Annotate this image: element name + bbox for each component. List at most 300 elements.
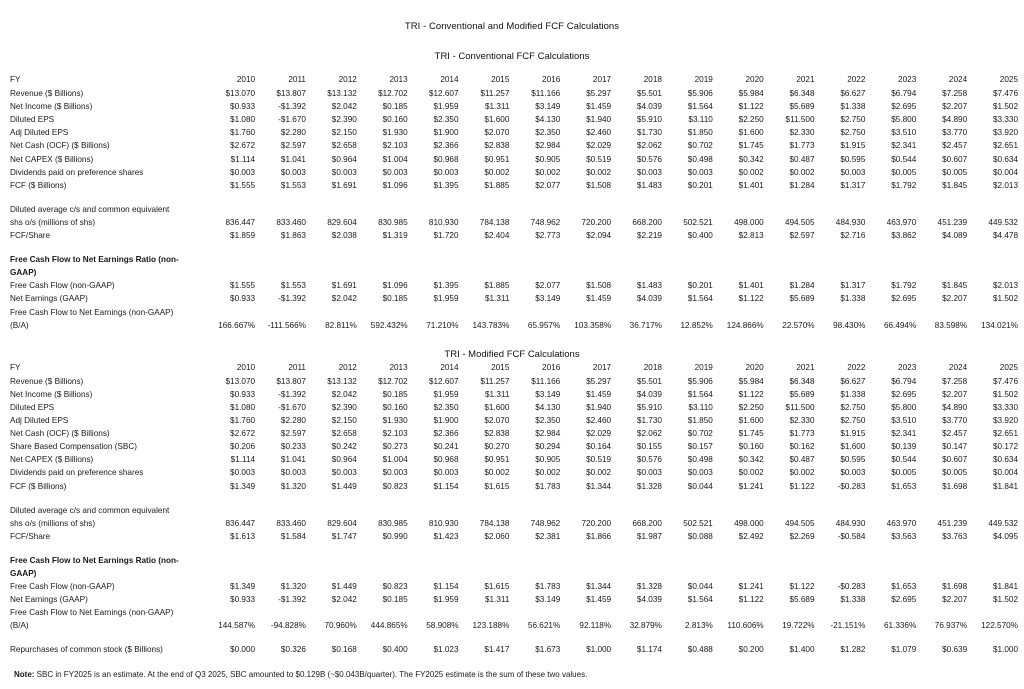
cell-2019: $0.044 [687, 582, 713, 592]
cell-2019: 2.813% [685, 621, 713, 631]
cell-2021: $1.284 [789, 281, 815, 291]
cell-2015: $2.838 [484, 141, 510, 151]
cell-2014: $1.423 [433, 531, 459, 541]
cell-2011: $1.863 [280, 231, 306, 241]
cell-2017: $2.460 [586, 128, 612, 138]
cell-2016: 56.621% [527, 621, 561, 631]
cell-2016: $3.149 [535, 102, 561, 112]
repurchase-block [10, 632, 1018, 656]
cell-2021: $11.500 [785, 115, 815, 125]
table-row-adj-diluted-eps [10, 126, 1018, 139]
table-row-net-earnings-gaap [10, 292, 1018, 305]
cell-2021: $2.597 [789, 231, 815, 241]
cell-2020: $1.241 [738, 481, 764, 491]
cell-2017: $0.164 [586, 442, 612, 452]
year-header-2023: 2023 [898, 362, 917, 372]
year-header-2016: 2016 [542, 75, 561, 84]
cell-2020: $0.160 [738, 442, 764, 452]
cell-2022: $1.600 [840, 442, 866, 452]
cell-2014: $0.968 [433, 154, 459, 164]
cell-2012: $2.390 [331, 115, 357, 125]
cell-2023: $0.005 [891, 167, 917, 177]
ba-label-line1: Free Cash Flow to Net Earnings (non-GAAP) [10, 608, 174, 618]
cell-2021: $5.689 [789, 294, 815, 304]
cell-2018: $0.003 [636, 468, 662, 478]
row-label: Revenue ($ Billions) [10, 376, 84, 386]
cell-2024: $7.258 [942, 89, 968, 99]
conventional-ratio-rows [10, 279, 1018, 331]
cell-2010: $1.760 [230, 128, 256, 138]
cell-2021: $0.002 [789, 167, 815, 177]
cell-2018: 668.200 [632, 518, 662, 528]
cell-2021: $1.122 [789, 582, 815, 592]
cell-2016: 65.957% [527, 320, 561, 330]
shares-label-line2: shs o/s (millions of shs) [10, 518, 96, 528]
cell-2016: 748.962 [530, 217, 561, 227]
cell-2019: 502.521 [683, 217, 713, 227]
year-header-2022: 2022 [847, 362, 866, 372]
cell-2025: $2.013 [992, 180, 1018, 190]
cell-2014: 71.210% [426, 320, 459, 330]
empty-cells [204, 606, 1018, 619]
cell-2020: $1.401 [738, 180, 764, 190]
cell-2025: $1.502 [992, 102, 1018, 112]
cell-2022: $1.317 [840, 180, 866, 190]
cell-2025: $0.634 [992, 154, 1018, 164]
cell-2012: $13.132 [327, 89, 357, 99]
ratio-section-header-line1 [10, 554, 1018, 567]
cell-2015: $0.002 [484, 167, 510, 177]
year-header-2014: 2014 [440, 75, 459, 84]
table-row-net-cash-ocf-billions [10, 139, 1018, 152]
year-header-2017: 2017 [592, 75, 612, 84]
table-row-dividends-paid-on-preference-shares [10, 166, 1018, 179]
cell-2022: $1.338 [840, 294, 866, 304]
cell-2017: $1.508 [586, 180, 612, 190]
cell-2014: $2.350 [433, 115, 459, 125]
cell-2021: $5.689 [789, 595, 815, 605]
cell-2018: $5.501 [636, 89, 662, 99]
cell-2011: -$1.670 [278, 115, 306, 125]
page-title: TRI - Conventional and Modified FCF Calculations [404, 21, 620, 32]
row-label: Net CAPEX ($ Billions) [10, 455, 94, 465]
cell-2015: 784.138 [479, 518, 510, 528]
cell-2019: $0.044 [687, 481, 713, 491]
cell-2012: $2.038 [331, 231, 357, 241]
conventional-table-block [0, 73, 1024, 332]
cell-2017: $2.460 [586, 416, 612, 426]
cell-2025: $0.634 [992, 455, 1018, 465]
cell-2015: $1.311 [484, 389, 510, 399]
cell-2015: $2.404 [484, 231, 510, 241]
cell-2019: $5.906 [687, 89, 713, 99]
cell-2010: $1.080 [230, 115, 256, 125]
cell-2025: $3.920 [992, 128, 1018, 138]
cell-2020: $1.600 [738, 416, 764, 426]
cell-2016: 748.962 [530, 518, 561, 528]
cell-2014: $2.366 [433, 141, 459, 151]
fy-header: FY [10, 362, 21, 372]
cell-2010: $0.933 [230, 595, 256, 605]
cell-2024: $0.005 [942, 167, 968, 177]
cell-2010: 166.667% [218, 320, 256, 330]
cell-2016: $3.149 [535, 389, 561, 399]
row-label: Net Income ($ Billions) [10, 102, 93, 112]
year-header-2025: 2025 [999, 75, 1018, 84]
cell-2011: $0.233 [280, 442, 306, 452]
cell-2015: $1.311 [484, 595, 510, 605]
cell-2023: $2.695 [891, 294, 917, 304]
cell-2012: $2.658 [331, 429, 357, 439]
cell-2015: $1.885 [484, 180, 510, 190]
cell-2017: 720.200 [581, 217, 612, 227]
cell-2010: $2.672 [230, 429, 256, 439]
cell-2019: $1.564 [687, 389, 713, 399]
table-row-net-earnings-gaap [10, 593, 1018, 606]
table-row-net-income-billions [10, 388, 1018, 401]
cell-2017: $1.508 [586, 281, 612, 291]
cell-2020: 124.866% [726, 320, 764, 330]
cell-2022: -21.151% [830, 621, 866, 631]
row-label: Revenue ($ Billions) [10, 89, 84, 99]
cell-2012: $13.132 [327, 376, 357, 386]
cell-2013: $0.823 [382, 481, 408, 491]
cell-2012: $2.042 [331, 595, 357, 605]
cell-2023: $5.800 [891, 402, 917, 412]
cell-2018: $1.730 [636, 416, 662, 426]
cell-2022: $2.750 [840, 115, 866, 125]
cell-2022: -$0.283 [837, 481, 866, 491]
row-label: Net Cash (OCF) ($ Billions) [10, 141, 110, 151]
cell-2013: 592.432% [370, 320, 408, 330]
table-row-net-capex-billions [10, 453, 1018, 466]
cell-2013: $1.319 [382, 231, 408, 241]
modified-table-block [0, 361, 1024, 657]
cell-2013: $0.185 [382, 389, 408, 399]
year-header-2018: 2018 [643, 362, 662, 372]
cell-2016: $0.002 [535, 468, 561, 478]
cell-2010: $1.080 [230, 402, 256, 412]
cell-2019: $0.088 [687, 531, 713, 541]
cell-2016: $4.130 [535, 115, 561, 125]
cell-2022: -$0.584 [837, 531, 866, 541]
cell-2023: $3.862 [891, 231, 917, 241]
cell-2012: $0.003 [331, 468, 357, 478]
cell-2012: $1.747 [331, 531, 357, 541]
cell-2023: $0.005 [891, 468, 917, 478]
cell-2019: $0.498 [687, 154, 713, 164]
fy-header: FY [10, 75, 21, 84]
cell-2016: $2.350 [535, 416, 561, 426]
table-row-adj-diluted-eps [10, 414, 1018, 427]
row-label: Free Cash Flow (non-GAAP) [10, 281, 115, 291]
year-header-2023: 2023 [898, 75, 917, 84]
table-row-dividends-paid-on-preference-shares [10, 466, 1018, 479]
cell-2015: $0.270 [484, 442, 510, 452]
cell-2019: $0.400 [687, 231, 713, 241]
cell-2025: 449.532 [988, 217, 1018, 227]
table-row-revenue-billions [10, 375, 1018, 388]
cell-2018: $1.730 [636, 128, 662, 138]
cell-2015: $1.600 [484, 402, 510, 412]
cell-2016: $3.149 [535, 294, 561, 304]
shares-label-line2: shs o/s (millions of shs) [10, 217, 96, 227]
cell-2020: $1.600 [738, 128, 764, 138]
cell-2010: $1.613 [230, 531, 256, 541]
row-spacer [10, 543, 1018, 554]
table-row-net-capex-billions [10, 153, 1018, 166]
modified-shares-block [10, 493, 1018, 580]
cell-2019: $1.564 [687, 595, 713, 605]
cell-2012: $1.691 [331, 180, 357, 190]
cell-2014: $2.350 [433, 402, 459, 412]
cell-2011: -$1.392 [278, 294, 306, 304]
cell-2014: $2.366 [433, 429, 459, 439]
cell-2024: 451.239 [937, 217, 968, 227]
cell-2018: $5.501 [636, 376, 662, 386]
year-header-2012: 2012 [338, 75, 357, 84]
table-row-shares [10, 517, 1018, 530]
year-header-2015: 2015 [491, 75, 510, 84]
cell-2017: $0.002 [586, 468, 612, 478]
section2-title: TRI - Modified FCF Calculations [444, 348, 580, 360]
cell-2013: 830.985 [378, 518, 408, 528]
cell-2022: $1.317 [840, 281, 866, 291]
cell-2020: $0.342 [738, 455, 764, 465]
cell-2018: $1.328 [636, 481, 662, 491]
cell-2024: $4.890 [942, 402, 968, 412]
cell-2018: $0.576 [636, 154, 662, 164]
cell-2024: $0.607 [942, 455, 968, 465]
cell-2018: $1.483 [636, 281, 662, 291]
cell-2021: $1.284 [789, 180, 815, 190]
cell-2019: $0.702 [687, 141, 713, 151]
cell-2012: $0.964 [331, 455, 357, 465]
cell-2018: 36.717% [629, 320, 662, 330]
cell-2013: $1.096 [382, 180, 408, 190]
cell-2018: $0.003 [636, 167, 662, 177]
cell-2014: $0.003 [433, 468, 459, 478]
ratio-header-line2: GAAP) [10, 268, 37, 278]
cell-2010: $0.206 [230, 442, 256, 452]
cell-2014: $1.959 [433, 102, 459, 112]
cell-2011: $1.584 [280, 531, 306, 541]
row-spacer [10, 242, 1018, 253]
cell-2016: $2.350 [535, 128, 561, 138]
cell-2024: $2.207 [942, 389, 968, 399]
conventional-shares-block [10, 192, 1018, 279]
cell-2019: $3.110 [688, 115, 713, 125]
table-row-diluted-eps [10, 113, 1018, 126]
cell-2022: $2.750 [840, 402, 866, 412]
cell-2015: $1.615 [484, 582, 510, 592]
cell-2011: -$1.392 [278, 595, 306, 605]
row-spacer [10, 192, 1018, 203]
cell-2015: $11.257 [480, 376, 510, 386]
cell-2024: $1.845 [942, 281, 968, 291]
year-header-2021: 2021 [796, 75, 815, 84]
cell-2024: $2.207 [942, 102, 968, 112]
year-header-2011: 2011 [288, 362, 306, 372]
cell-2023: $2.341 [891, 429, 917, 439]
cell-2016: $2.077 [535, 281, 561, 291]
cell-2015: $2.060 [484, 531, 510, 541]
cell-2011: $13.807 [276, 376, 306, 386]
cell-2020: $1.241 [738, 582, 764, 592]
cell-2013: $0.003 [382, 468, 408, 478]
row-spacer [10, 632, 1018, 643]
ratio-section-header-line2 [10, 567, 1018, 580]
cell-2011: -$1.392 [278, 102, 306, 112]
cell-2014: $1.154 [433, 582, 459, 592]
cell-2013: $0.400 [382, 645, 408, 655]
cell-2024: $4.089 [942, 231, 968, 241]
cell-2018: $4.039 [636, 389, 662, 399]
cell-2024: $0.639 [942, 645, 968, 655]
cell-2020: $1.122 [738, 389, 764, 399]
year-header-2021: 2021 [796, 362, 815, 372]
cell-2016: $1.783 [535, 582, 561, 592]
cell-2011: $1.320 [280, 582, 306, 592]
row-label: Adj Diluted EPS [10, 416, 69, 426]
cell-2024: $2.457 [942, 141, 968, 151]
cell-2024: $3.763 [942, 531, 968, 541]
cell-2021: $0.487 [789, 455, 815, 465]
cell-2023: $0.139 [891, 442, 917, 452]
table-row-diluted-eps [10, 401, 1018, 414]
cell-2014: $12.607 [428, 89, 459, 99]
cell-2013: $0.273 [382, 442, 408, 452]
cell-2024: 83.598% [934, 320, 968, 330]
cell-2021: $1.773 [789, 429, 815, 439]
cell-2012: $2.042 [331, 389, 357, 399]
cell-2021: $0.487 [789, 154, 815, 164]
year-header-2020: 2020 [745, 362, 764, 372]
cell-2024: $0.005 [942, 468, 968, 478]
cell-2012: $2.150 [331, 128, 357, 138]
empty-cells [204, 306, 1018, 319]
cell-2016: $2.984 [535, 141, 561, 151]
row-label: Net CAPEX ($ Billions) [10, 154, 94, 164]
cell-2011: $2.280 [280, 128, 306, 138]
cell-2024: 451.239 [937, 518, 968, 528]
cell-2018: 32.879% [629, 621, 662, 631]
cell-2022: $1.282 [840, 645, 866, 655]
cell-2017: $1.459 [586, 102, 612, 112]
cell-2020: $1.122 [738, 294, 764, 304]
cell-2015: 784.138 [479, 217, 510, 227]
cell-2012: $1.449 [331, 481, 357, 491]
cell-2019: $1.564 [687, 294, 713, 304]
cell-2018: $1.483 [636, 180, 662, 190]
modified-data-rows [10, 375, 1018, 493]
cell-2011: $1.553 [280, 281, 306, 291]
cell-2021: 19.722% [782, 621, 815, 631]
cell-2012: $0.168 [331, 645, 357, 655]
cell-2013: $0.823 [382, 582, 408, 592]
table-row-fcf-billions [10, 179, 1018, 192]
cell-2017: 103.358% [574, 320, 612, 330]
cell-2017: 720.200 [581, 518, 612, 528]
cell-2025: $2.013 [992, 281, 1018, 291]
cell-2010: $1.349 [230, 481, 256, 491]
row-label: Repurchases of common stock ($ Billions) [10, 645, 163, 655]
cell-2020: $1.401 [738, 281, 764, 291]
cell-2010: $0.003 [230, 167, 256, 177]
cell-2014: 810.930 [428, 217, 459, 227]
cell-2023: $1.653 [891, 481, 917, 491]
cell-2014: $1.959 [433, 294, 459, 304]
row-label: FCF/Share [10, 231, 51, 241]
cell-2013: 444.865% [370, 621, 408, 631]
cell-2025: $0.004 [992, 167, 1018, 177]
cell-2010: $1.760 [230, 416, 256, 426]
ratio-header-line1: Free Cash Flow to Net Earnings Ratio (non- [10, 255, 179, 265]
cell-2017: $5.297 [586, 376, 612, 386]
year-header-2024: 2024 [948, 75, 968, 84]
row-label: Share Based Compensation (SBC) [10, 442, 137, 452]
cell-2014: $1.395 [433, 281, 459, 291]
cell-2013: $0.003 [382, 167, 408, 177]
cell-2017: $0.519 [586, 455, 612, 465]
cell-2013: $2.103 [382, 429, 408, 439]
year-header-2018: 2018 [643, 75, 662, 84]
cell-2012: 829.604 [327, 518, 357, 528]
cell-2010: $0.000 [230, 645, 256, 655]
cell-2023: $2.341 [891, 141, 917, 151]
cell-2013: $0.185 [382, 294, 408, 304]
cell-2020: $1.122 [738, 102, 764, 112]
cell-2015: $2.070 [484, 416, 510, 426]
year-header-2010: 2010 [236, 362, 256, 372]
cell-2020: $5.984 [738, 89, 764, 99]
cell-2013: $12.702 [378, 376, 408, 386]
cell-2017: 92.118% [579, 621, 612, 631]
cell-2019: $0.003 [687, 468, 713, 478]
cell-2016: $2.077 [535, 180, 561, 190]
cell-2018: $5.910 [636, 115, 662, 125]
cell-2022: $1.915 [840, 141, 866, 151]
cell-2011: $2.597 [280, 429, 306, 439]
cell-2010: 836.447 [225, 217, 256, 227]
cell-2023: $3.563 [891, 531, 917, 541]
cell-2015: $0.951 [484, 455, 510, 465]
cell-2014: $1.959 [433, 595, 459, 605]
cell-2025: $1.841 [992, 481, 1018, 491]
cell-2019: 502.521 [683, 518, 713, 528]
ba-label-line2: (B/A) [10, 621, 29, 631]
cell-2012: 82.811% [325, 320, 357, 330]
cell-2022: $0.003 [840, 468, 866, 478]
cell-2010: 144.587% [218, 621, 256, 631]
cell-2022: $0.595 [840, 154, 866, 164]
cell-2016: $1.783 [535, 481, 561, 491]
cell-2014: 58.908% [426, 621, 459, 631]
table-row-share-based-compensation-sbc [10, 440, 1018, 453]
cell-2015: $1.311 [484, 294, 510, 304]
cell-2024: $2.457 [942, 429, 968, 439]
year-header-2025: 2025 [999, 362, 1018, 372]
table-row-fcf-per-share [10, 229, 1018, 242]
cell-2022: 98.430% [833, 320, 866, 330]
cell-2022: 484.930 [835, 518, 866, 528]
year-header-2016: 2016 [542, 362, 561, 372]
cell-2022: 484.930 [835, 217, 866, 227]
cell-2010: $1.114 [230, 455, 256, 465]
cell-2016: $0.002 [535, 167, 561, 177]
cell-2021: $2.330 [789, 416, 815, 426]
row-label: Adj Diluted EPS [10, 128, 69, 138]
